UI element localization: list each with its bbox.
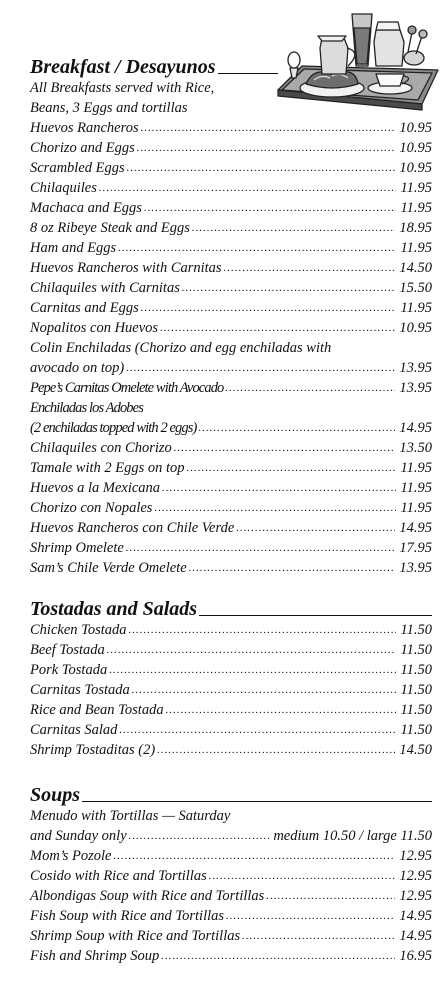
menu-item: Huevos Rancheros ..... 10.95 <box>30 118 432 138</box>
menu-item: Carnitas Salad ..... 11.50 <box>30 720 432 740</box>
soups-section <box>30 782 432 966</box>
menu-item: Chilaquiles con Chorizo ..... 13.50 <box>30 438 432 458</box>
tostadas-title: Tostadas and Salads <box>30 598 198 620</box>
menu-item: Ham and Eggs ..... 11.95 <box>30 238 432 258</box>
soups-title: Soups <box>30 784 81 806</box>
menu-item: Chilaquiles with Carnitas ..... 15.50 <box>30 278 432 298</box>
menu-item: Fish and Shrimp Soup ..... 16.95 <box>30 946 432 966</box>
menu-item: Shrimp Omelete ..... 17.95 <box>30 538 432 558</box>
menu-item: Pepe’s Carnitas Omelete with Avocado ..... 13.95 <box>30 378 432 398</box>
breakfast-title-rule <box>218 73 278 74</box>
menu-item: Cosido with Rice and Tortillas ..... 12.95 <box>30 866 432 886</box>
menu-item: (2 enchiladas topped with 2 eggs) ..... 14.95 <box>30 418 432 438</box>
menu-item: Sam’s Chile Verde Omelete ..... 13.95 <box>30 558 432 578</box>
menu-item: Chicken Tostada ..... 11.50 <box>30 620 432 640</box>
menu-item: Tamale with 2 Eggs on top ..... 11.95 <box>30 458 432 478</box>
menu-item: Scrambled Eggs ..... 10.95 <box>30 158 432 178</box>
menu-item: Huevos Rancheros con Chile Verde ..... 14.95 <box>30 518 432 538</box>
menu-item: Shrimp Tostaditas (2) ..... 14.50 <box>30 740 432 760</box>
menu-item: Machaca and Eggs ..... 11.95 <box>30 198 432 218</box>
menu-item: Mom’s Pozole ..... 12.95 <box>30 846 432 866</box>
menu-item: and Sunday only ..... medium 10.50 / large 11.50 <box>30 826 432 846</box>
menu-item: Chorizo and Eggs ..... 10.95 <box>30 138 432 158</box>
breakfast-title: Breakfast / Desayunos <box>30 56 216 78</box>
menu-item-name-line: Menudo with Tortillas — Saturday <box>30 808 231 824</box>
menu-item-name-line: Enchiladas los Adobes <box>30 400 143 416</box>
menu-item: Nopalitos con Huevos ..... 10.95 <box>30 318 432 338</box>
menu-item: Pork Tostada ..... 11.50 <box>30 660 432 680</box>
menu-item: Carnitas Tostada ..... 11.50 <box>30 680 432 700</box>
menu-item: Chorizo con Nopales ..... 11.95 <box>30 498 432 518</box>
tostadas-title-rule <box>199 615 432 616</box>
menu-item: Beef Tostada ..... 11.50 <box>30 640 432 660</box>
menu-item: Albondigas Soup with Rice and Tortillas ..... 12.95 <box>30 886 432 906</box>
soups-title-rule <box>82 801 432 802</box>
menu-item: Carnitas and Eggs ..... 11.95 <box>30 298 432 318</box>
menu-item-name-line: Colin Enchiladas (Chorizo and egg enchiladas with <box>30 340 332 356</box>
breakfast-note: Beans, 3 Eggs and tortillas <box>30 100 188 116</box>
breakfast-section <box>30 54 432 578</box>
menu-item: Fish Soup with Rice and Tortillas ..... 14.95 <box>30 906 432 926</box>
menu-item: Rice and Bean Tostada ..... 11.50 <box>30 700 432 720</box>
menu-item: Huevos Rancheros with Carnitas ..... 14.50 <box>30 258 432 278</box>
tostadas-section <box>30 596 432 760</box>
menu-item: Chilaquiles ..... 11.95 <box>30 178 432 198</box>
breakfast-note: All Breakfasts served with Rice, <box>30 80 215 96</box>
menu-item: avocado on top) ..... 13.95 <box>30 358 432 378</box>
menu-item: Huevos a la Mexicana ..... 11.95 <box>30 478 432 498</box>
menu-item: 8 oz Ribeye Steak and Eggs ..... 18.95 <box>30 218 432 238</box>
menu-item: Shrimp Soup with Rice and Tortillas ..... 14.95 <box>30 926 432 946</box>
